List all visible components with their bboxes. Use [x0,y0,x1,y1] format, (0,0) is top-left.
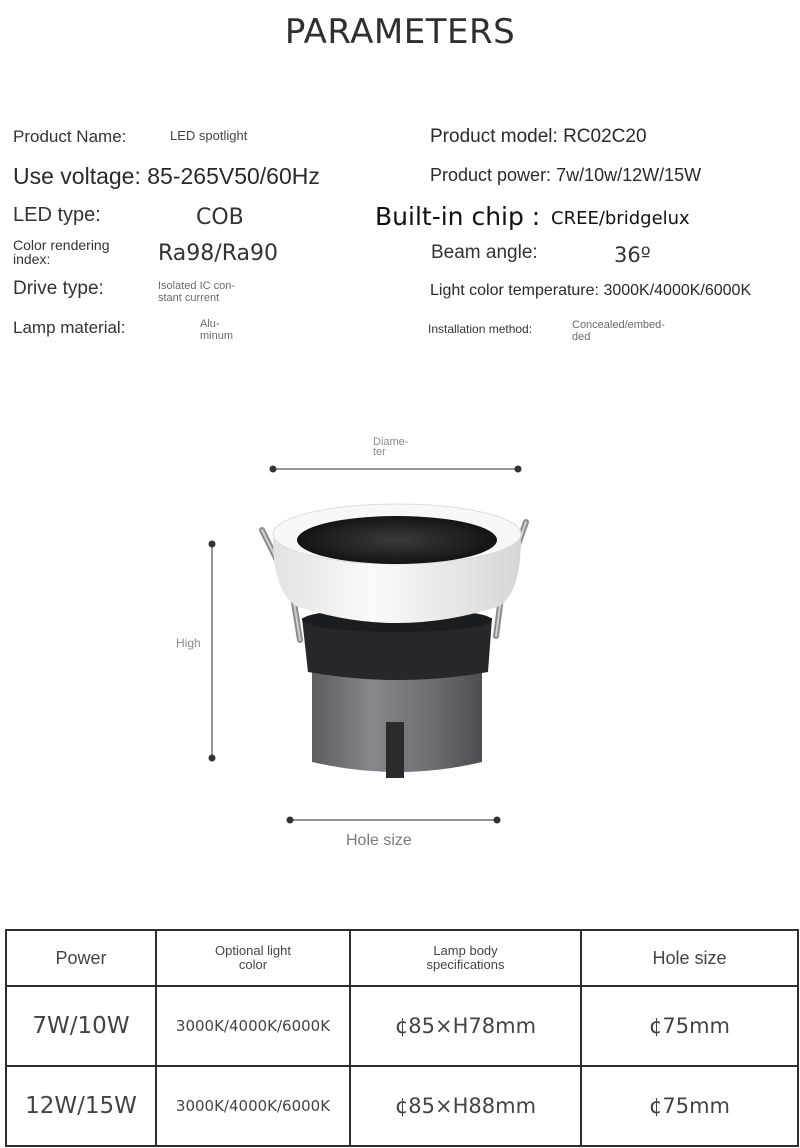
product-power-label: Product power: [430,165,552,185]
cri-label-line1: Color rendering [13,237,110,253]
product-name-value: LED spotlight [170,128,248,143]
spec-table [5,929,799,1147]
use-voltage-value: 85-265V50/60Hz [147,163,320,189]
lamp-material-label: Lamp material: [13,318,126,337]
cell-light-color: 3000K/4000K/6000K [156,986,350,1066]
lamp-material-value [200,318,280,342]
product-name-label: Product Name: [13,127,127,146]
table-row [6,1066,798,1146]
product-model-row [430,126,647,148]
cell-power: 7W/10W [6,986,156,1066]
diameter-label-line2: ter [373,446,386,458]
drive-type-value [158,280,298,304]
installation-method-value [572,319,712,343]
diameter-dimension-line [270,466,522,473]
cri-label-line2: index: [13,251,51,267]
use-voltage-label: Use voltage: [13,163,141,189]
table-header-row [6,930,798,986]
led-type-value: COB [196,205,244,230]
header-power: Power [6,930,156,986]
installation-method-label: Installation method: [428,322,533,336]
hole-size-dimension-line [287,817,501,824]
hole-size-label: Hole size [346,832,412,849]
spotlight-illustration [262,504,526,778]
lamp-material-value-line1: Alu- [200,318,220,330]
height-dimension-line [209,541,216,762]
product-model-label: Product model: [430,126,558,147]
high-label: High [176,636,201,650]
product-model-value: RC02C20 [563,126,647,147]
light-color-temp-row [430,282,751,300]
header-hole-size: Hole size [581,930,798,986]
cell-lamp-body: ¢85×H88mm [350,1066,581,1146]
led-type-label: LED type: [13,204,101,226]
cell-lamp-body: ¢85×H78mm [350,986,581,1066]
product-power-value: 7w/10w/12W/15W [556,165,702,185]
builtin-chip-value: CREE/bridgelux [551,208,690,229]
diameter-label-line1: Diame- [373,436,409,448]
page-title: PARAMETERS [284,12,516,52]
product-diagram [0,380,800,850]
cell-light-color: 3000K/4000K/6000K [156,1066,350,1146]
cri-label [13,238,110,266]
table-row [6,986,798,1066]
drive-type-value-line2: stant current [158,292,220,304]
use-voltage-row [13,163,320,190]
builtin-chip-label: Built-in chip : [375,202,541,231]
beam-angle-value: 36º [614,243,651,267]
drive-type-label: Drive type: [13,278,104,299]
drive-type-value-line1: Isolated IC con- [158,280,236,292]
header-lamp-body: Lamp body specifications [350,930,581,986]
installation-method-value-line2: ded [572,331,591,343]
product-power-row [430,165,701,186]
beam-angle-label: Beam angle: [431,242,538,263]
light-color-temp-value: 3000K/4000K/6000K [603,282,752,299]
cri-value: Ra98/Ra90 [158,241,278,266]
cell-hole-size: ¢75mm [581,986,798,1066]
lamp-material-value-line2: minum [200,330,234,342]
cell-hole-size: ¢75mm [581,1066,798,1146]
header-light-color: Optional light color [156,930,350,986]
cell-power: 12W/15W [6,1066,156,1146]
installation-method-value-line1: Concealed/embed- [572,319,665,331]
light-color-temp-label: Light color temperature: [430,282,599,299]
